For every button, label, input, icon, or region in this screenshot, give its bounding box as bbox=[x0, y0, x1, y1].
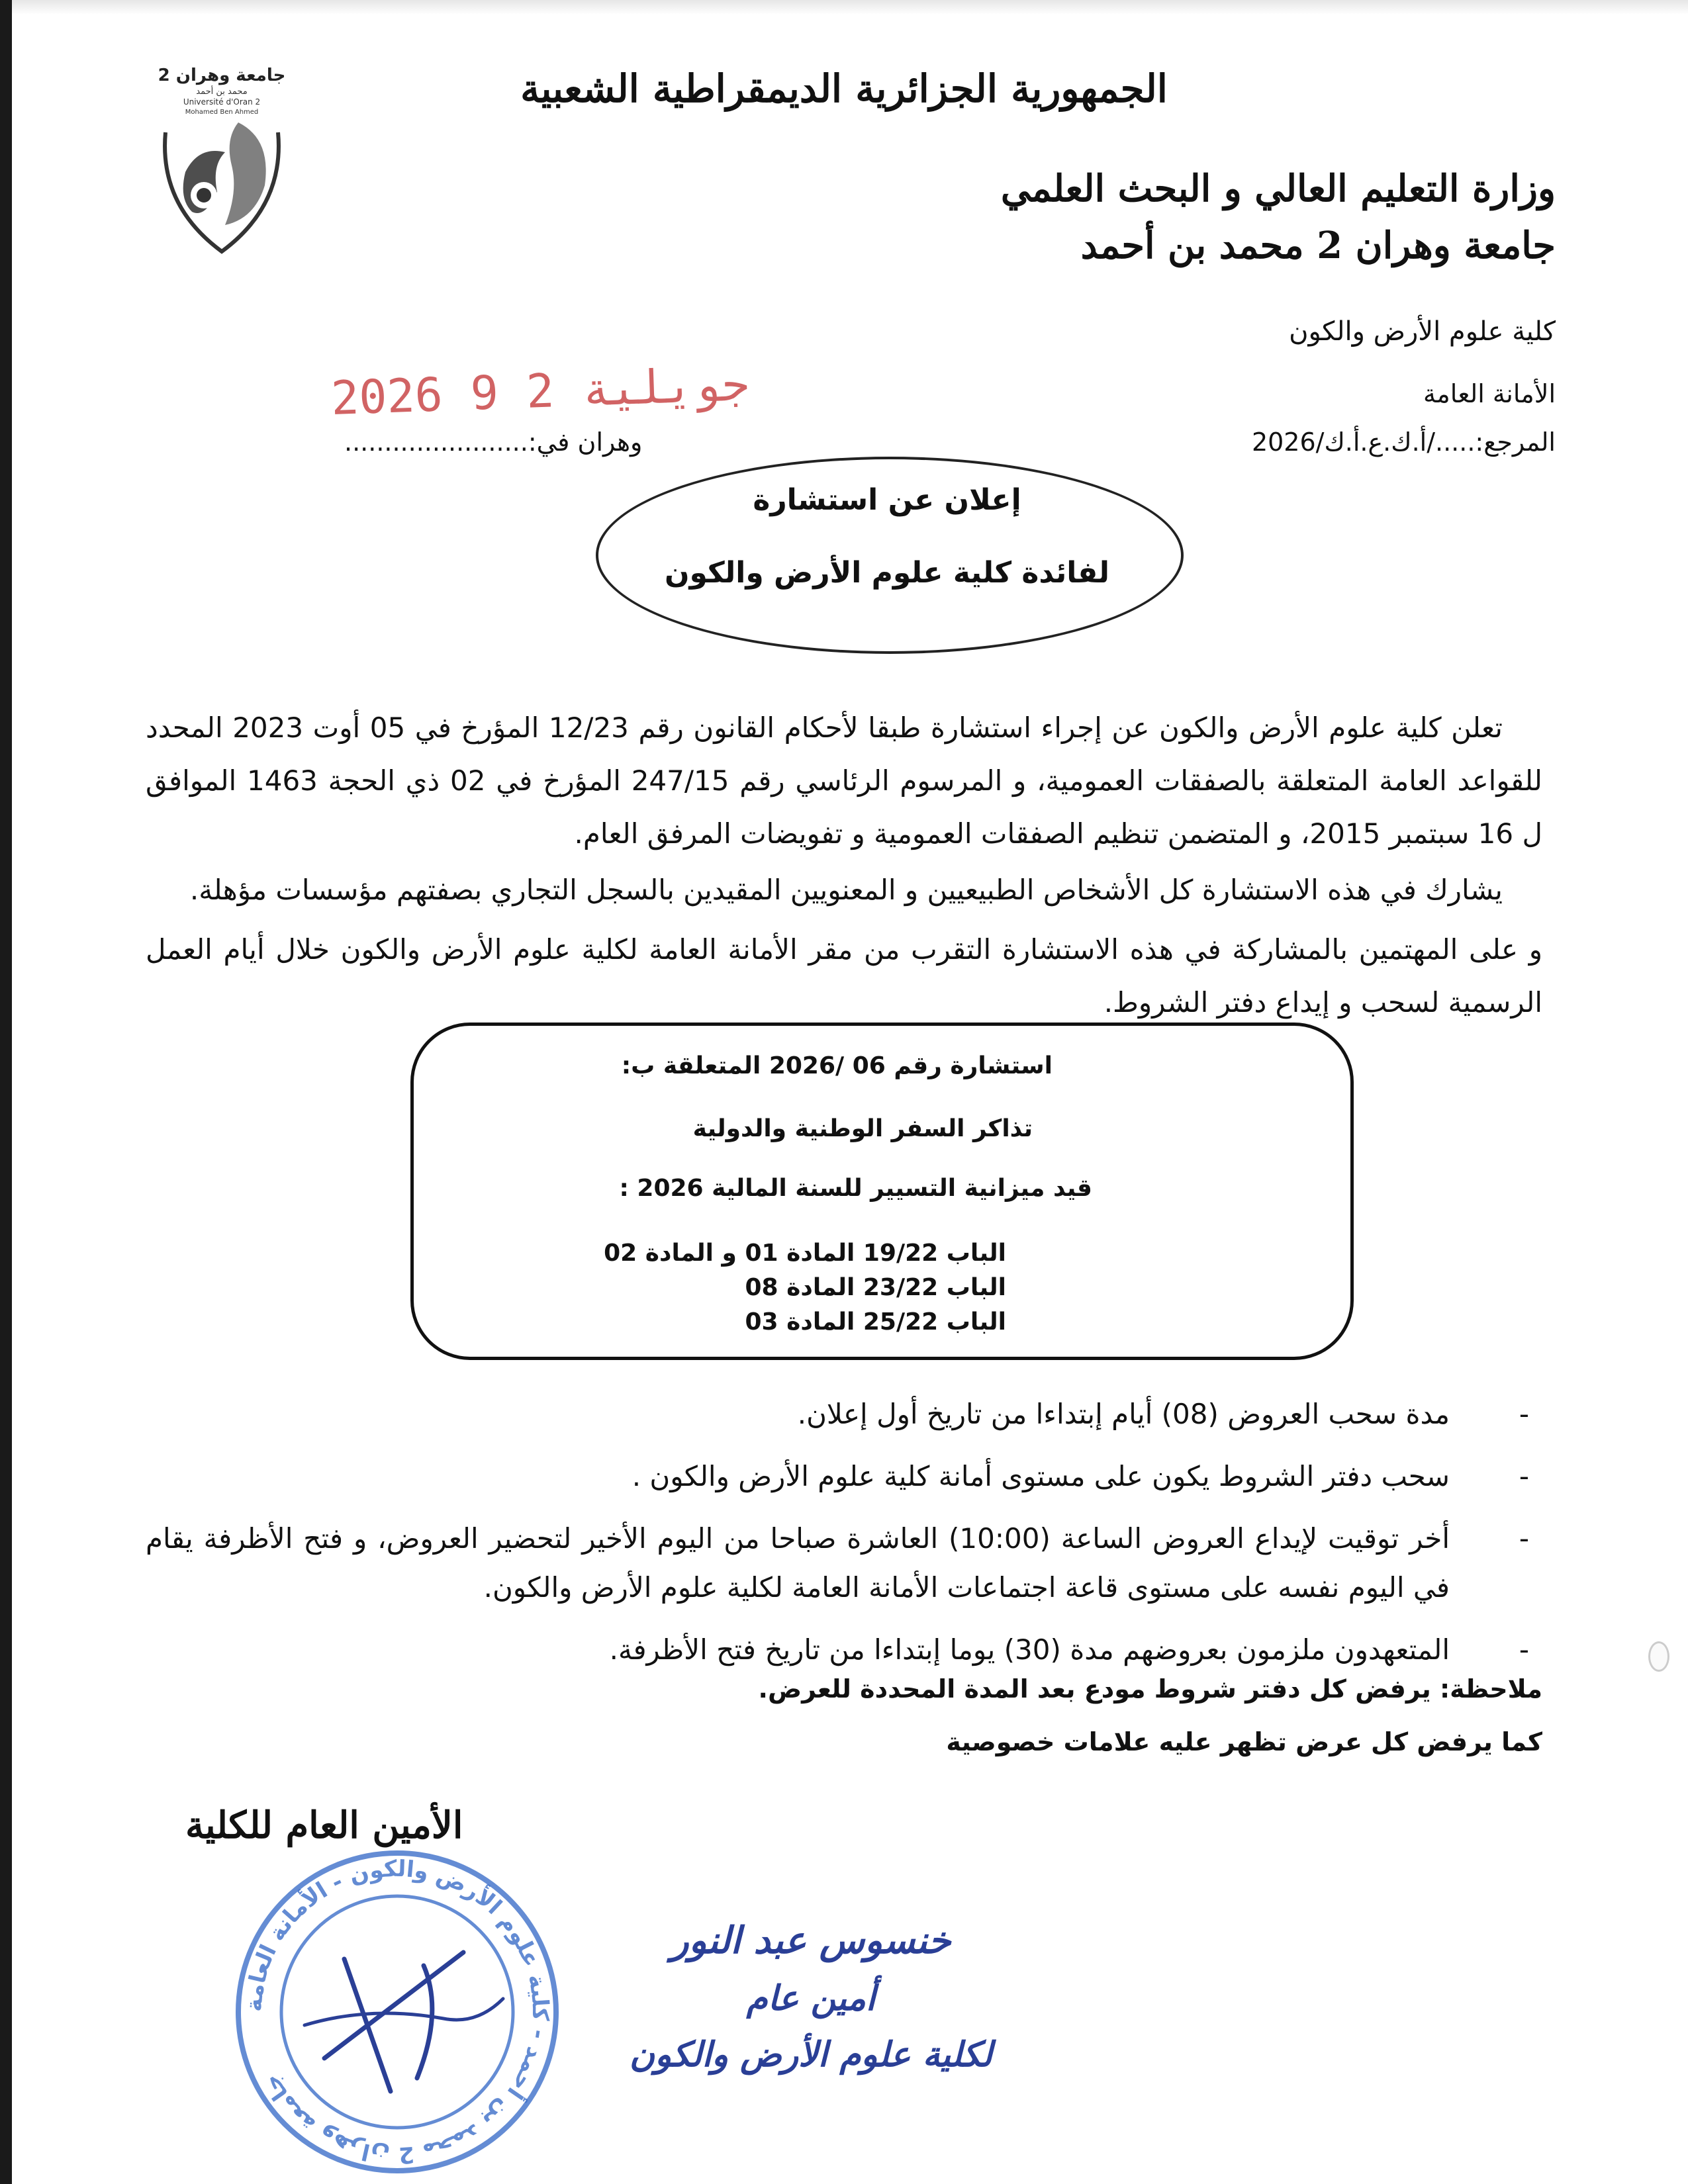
chapter-line: الباب 23/22 المادة 08 bbox=[745, 1274, 1006, 1301]
reference-number: المرجع:...../أ.ك.ع.أ.ك/2026 bbox=[1251, 428, 1556, 457]
announcement-subtitle: لفائدة كلية علوم الأرض والكون bbox=[665, 556, 1109, 590]
consultation-number: استشارة رقم 06 /2026 المتعلقة ب: bbox=[621, 1052, 1053, 1079]
note-2: كما يرفض كل عرض تظهر عليه علامات خصوصية bbox=[946, 1727, 1542, 1756]
logo-text-ar: جامعة وهران 2 bbox=[158, 66, 286, 85]
logo-text-ar2: محمد بن أحمد bbox=[196, 87, 248, 97]
signer-name: خنسوس عبد النور bbox=[671, 1919, 951, 1962]
signer-faculty: لكلية علوم الأرض والكون bbox=[629, 2035, 993, 2075]
list-item: - أخر توقيت لإيداع العروض الساعة (10:00) العاشرة صباحا من اليوم الأخير لتحضير العروض، و فتح الأظرفة يقام في اليوم نفسه على مستوى قاعة اجتماعات الأمانة العامة لكلية علوم الأرض والكون. bbox=[146, 1514, 1542, 1612]
body-paragraph-1: تعلن كلية علوم الأرض والكون عن إجراء استشارة طبقا لأحكام القانون رقم 12/23 المؤرخ في 05 أوت 2023 المحدد للقواعد العامة المتعلقة بالصفقات العمومية، و المرسوم الرئاسي رقم 247/15 المؤرخ في 02 ذي الحجة 1463 الموافق ل 16 سبتمبر 2015، و المتضمن تنظيم الصفقات العمومية و تفويضات المرفق العام. bbox=[146, 711, 1542, 850]
list-item: - مدة سحب العروض (08) أيام إبتداءا من تاريخ أول إعلان. bbox=[146, 1390, 1542, 1439]
chapter-line: الباب 19/22 المادة 01 و المادة 02 bbox=[604, 1240, 1006, 1267]
seal-text: جامعة وهران 2 محمد بن أحمد - كلية علوم الأرض والكون - الأمانة العامة bbox=[240, 1855, 554, 2169]
university-heading: جامعة وهران 2 محمد بن أحمد bbox=[1080, 224, 1556, 267]
bullet-dash: - bbox=[1519, 1522, 1529, 1555]
conditions-list bbox=[146, 1390, 1542, 1688]
city-date: وهران في:....................... bbox=[344, 428, 643, 457]
chapter-line: الباب 25/22 المادة 03 bbox=[745, 1308, 1006, 1336]
list-item: - سحب دفتر الشروط يكون على مستوى أمانة كلية علوم الأرض والكون . bbox=[146, 1452, 1542, 1501]
faculty-heading: كلية علوم الأرض والكون bbox=[1289, 316, 1556, 347]
logo-text-fr: Université d'Oran 2 bbox=[183, 97, 261, 107]
budget-chapters bbox=[604, 1236, 1006, 1340]
bullet-dash: - bbox=[1519, 1398, 1529, 1430]
bullet-dash: - bbox=[1519, 1460, 1529, 1492]
punch-hole bbox=[1648, 1641, 1669, 1672]
signer-title: الأمين العام للكلية bbox=[185, 1803, 463, 1847]
consultation-subject: تذاكر السفر الوطنية والدولية bbox=[692, 1115, 1033, 1142]
country-heading: الجمهورية الجزائرية الديمقراطية الشعبية bbox=[520, 66, 1168, 111]
date-stamp: 2026 جويلية 2 9 bbox=[330, 356, 751, 426]
bullet-dash: - bbox=[1519, 1633, 1529, 1666]
logo-text-fr2: Mohamed Ben Ahmed bbox=[185, 109, 259, 116]
budget-line: قيد ميزانية التسيير للسنة المالية 2026 : bbox=[619, 1175, 1092, 1202]
body-paragraph-3: و على المهتمين بالمشاركة في هذه الاستشارة التقرب من مقر الأمانة العامة لكلية علوم الأرض والكون خلال أيام العمل الرسمية لسحب و إيداع دفتر الشروط. bbox=[146, 933, 1542, 1019]
secretariat-label: الأمانة العامة bbox=[1423, 379, 1556, 408]
list-item: - المتعهدون ملزمون بعروضهم مدة (30) يوما إبتداءا من تاريخ فتح الأظرفة. bbox=[146, 1625, 1542, 1674]
official-seal-icon bbox=[225, 1840, 569, 2184]
scan-edge bbox=[0, 0, 12, 2184]
scan-shadow bbox=[12, 0, 1688, 15]
body-paragraph-2: يشارك في هذه الاستشارة كل الأشخاص الطبيعيين و المعنويين المقيدين بالسجل التجاري بصفتهم مؤسسات مؤهلة. bbox=[189, 874, 1503, 906]
note-1: ملاحظة: يرفض كل دفتر شروط مودع بعد المدة المحددة للعرض. bbox=[758, 1674, 1542, 1704]
signer-role: أمين عام bbox=[746, 1979, 876, 2019]
ministry-heading: وزارة التعليم العالي و البحث العلمي bbox=[1000, 167, 1556, 210]
announcement-title: إعلان عن استشارة bbox=[753, 483, 1021, 517]
